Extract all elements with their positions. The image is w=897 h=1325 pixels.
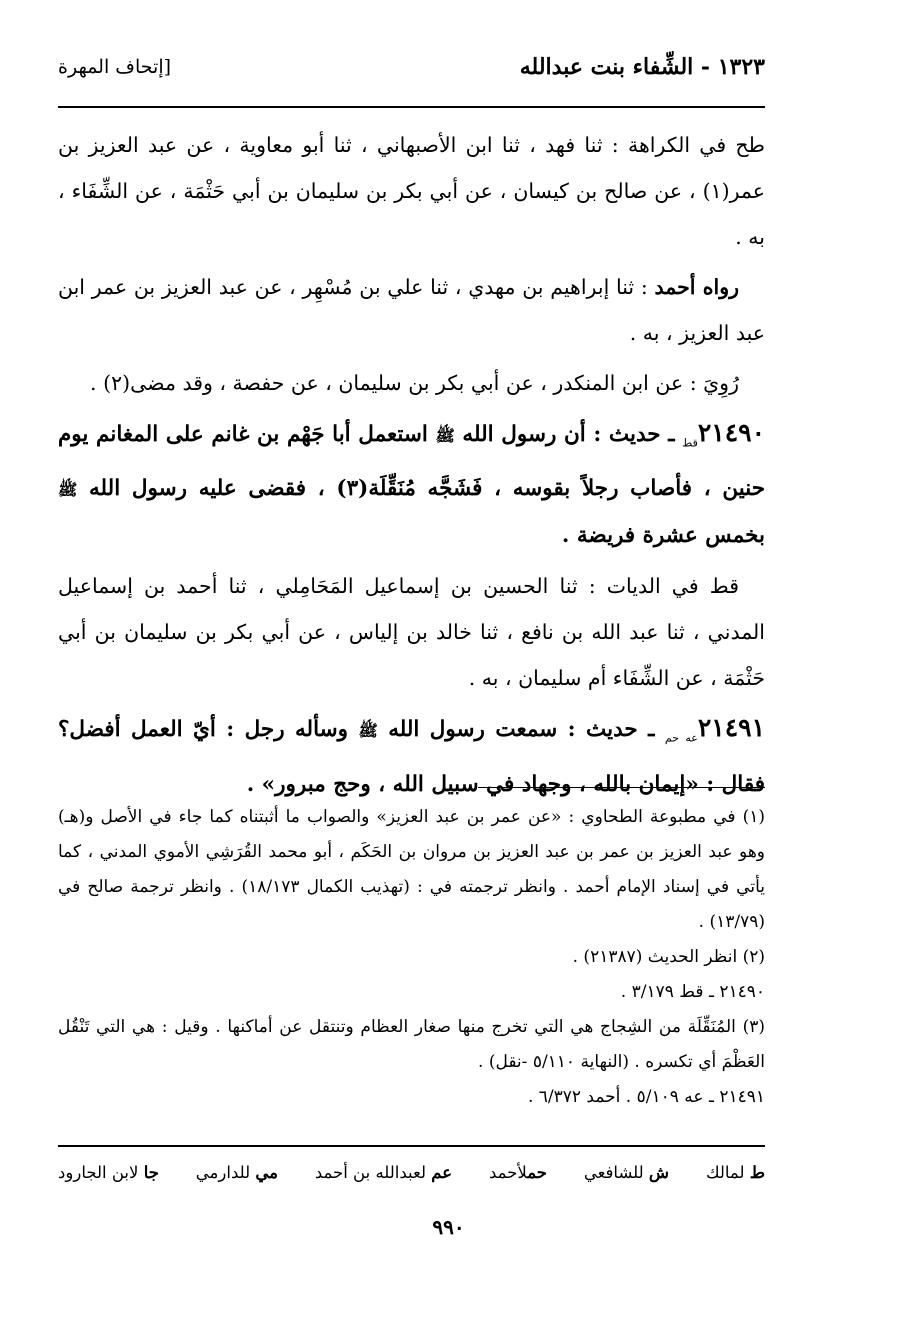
legend-item: ط لمالك [705, 1163, 765, 1182]
legend-item: جا لابن الجارود [58, 1163, 159, 1182]
footnote-1: (١) في مطبوعة الطحاوي : «عن عمر بن عبد العزيز» والصواب ما أثبتناه كما جاء في الأصل و(هـ) وهو عبد العزيز بن عمر بن عبد العزيز بن مروان بن الحَكَم ، أبو محمد القُرَشِي الأموي المدني ، كما يأتي في إسناد الإمام أحمد . وانظر ترجمته في : (تهذيب الكمال ١٨/١٧٣) . وانظر ترجمة صالح في (١٣/٧٩) . [58, 807, 765, 932]
hadith-number: ٢١٤٩١ [697, 713, 766, 743]
legend-item: مي للدارمي [195, 1163, 278, 1182]
page-header [58, 54, 765, 94]
paragraph-2-lead: رواه أحمد [654, 275, 740, 299]
hadith-text-b: استعمل أبا جَهْم بن غانم على المغانم يوم حنين ، فأصاب رجلاً بقوسه ، فَشَجَّه مُنَقِّلَة(٣) ، فقضى عليه رسول الله [58, 422, 765, 502]
main-text [58, 122, 765, 812]
abbreviation-legend [58, 1163, 765, 1182]
paragraph-4: قط في الديات : ثنا الحسين بن إسماعيل المَحَامِلي ، ثنا أحمد بن إسماعيل المدني ، ثنا عبد الله بن نافع ، ثنا خالد بن إلياس ، عن أبي بكر بن سليمان بن أبي حَثْمَة ، عن الشِّفَاء أم سليمان ، به . [58, 574, 765, 691]
hadith-text-c: بخمس عشرة فريضة . [561, 523, 765, 549]
salawat-icon: ﷺ [58, 480, 78, 500]
legend-item: ش للشافعي [583, 1163, 670, 1182]
footer-rule [58, 1145, 765, 1147]
footnote-2: (٢) انظر الحديث (٢١٣٨٧) . [572, 947, 765, 967]
hadith-text-b: وسأله رجل : أيّ العمل أفضل؟ فقال : «إيمان بالله ، وجهاد في سبيل الله ، وحج مبرور» . [58, 717, 765, 797]
book-title: [إتحاف المهرة [58, 56, 172, 78]
paragraph-2-rest: : ثنا إبراهيم بن مهدي ، ثنا علي بن مُسْهِر ، عن عبد العزيز بن عمر ابن عبد العزيز ، به . [58, 275, 765, 345]
hadith-21491 [58, 705, 765, 807]
footnote-source-21490: ٢١٤٩٠ ـ قط ٣/١٧٩ . [620, 982, 765, 1002]
footnote-rule [478, 787, 765, 788]
header-rule [58, 106, 765, 108]
salawat-icon: ﷺ [435, 426, 455, 445]
paragraph-1: طح في الكراهة : ثنا فهد ، ثنا ابن الأصبهاني ، ثنا أبو معاوية ، عن عبد العزيز بن عمر(١) ، عن صالح بن كيسان ، عن أبي بكر بن سليمان بن أبي حَثْمَة ، عن الشِّفَاء ، به . [58, 133, 765, 249]
hadith-number: ٢١٤٩٠ [697, 418, 765, 447]
legend-item: عم لعبدالله بن أحمد [314, 1163, 453, 1182]
legend-item: حملأحمد [488, 1163, 547, 1182]
chapter-title: ١٣٢٣ - الشِّفاء بنت عبدالله [519, 54, 765, 80]
source-codes: عه حم [664, 731, 698, 745]
footnote-source-21491: ٢١٤٩١ ـ عه ٥/١٠٩ . أحمد ٦/٣٧٢ . [527, 1087, 765, 1107]
paragraph-2 [58, 264, 765, 356]
paragraph-3: رُوِيَ : عن ابن المنكدر ، عن أبي بكر بن سليمان ، عن حفصة ، وقد مضى(٢) . [90, 371, 739, 395]
hadith-21490 [58, 410, 765, 559]
footnote-3: (٣) المُنَقِّلَة من الشِجاج هي التي تخرج منها صغار العظام وتنتقل عن أماكنها . وقيل : هي التي تَنْقُل العَظْمَ أي تكسره . (النهاية ٥/١١٠ -نقل) . [58, 1017, 765, 1072]
salawat-icon: ﷺ [358, 721, 378, 741]
footnotes [58, 800, 765, 1115]
hadith-text-a: ـ حديث : أن رسول الله [454, 422, 683, 447]
hadith-text-a: ـ حديث : سمعت رسول الله [377, 717, 665, 743]
source-codes: قط [682, 436, 698, 450]
page-number: ٩٩٠ [432, 1215, 465, 1239]
